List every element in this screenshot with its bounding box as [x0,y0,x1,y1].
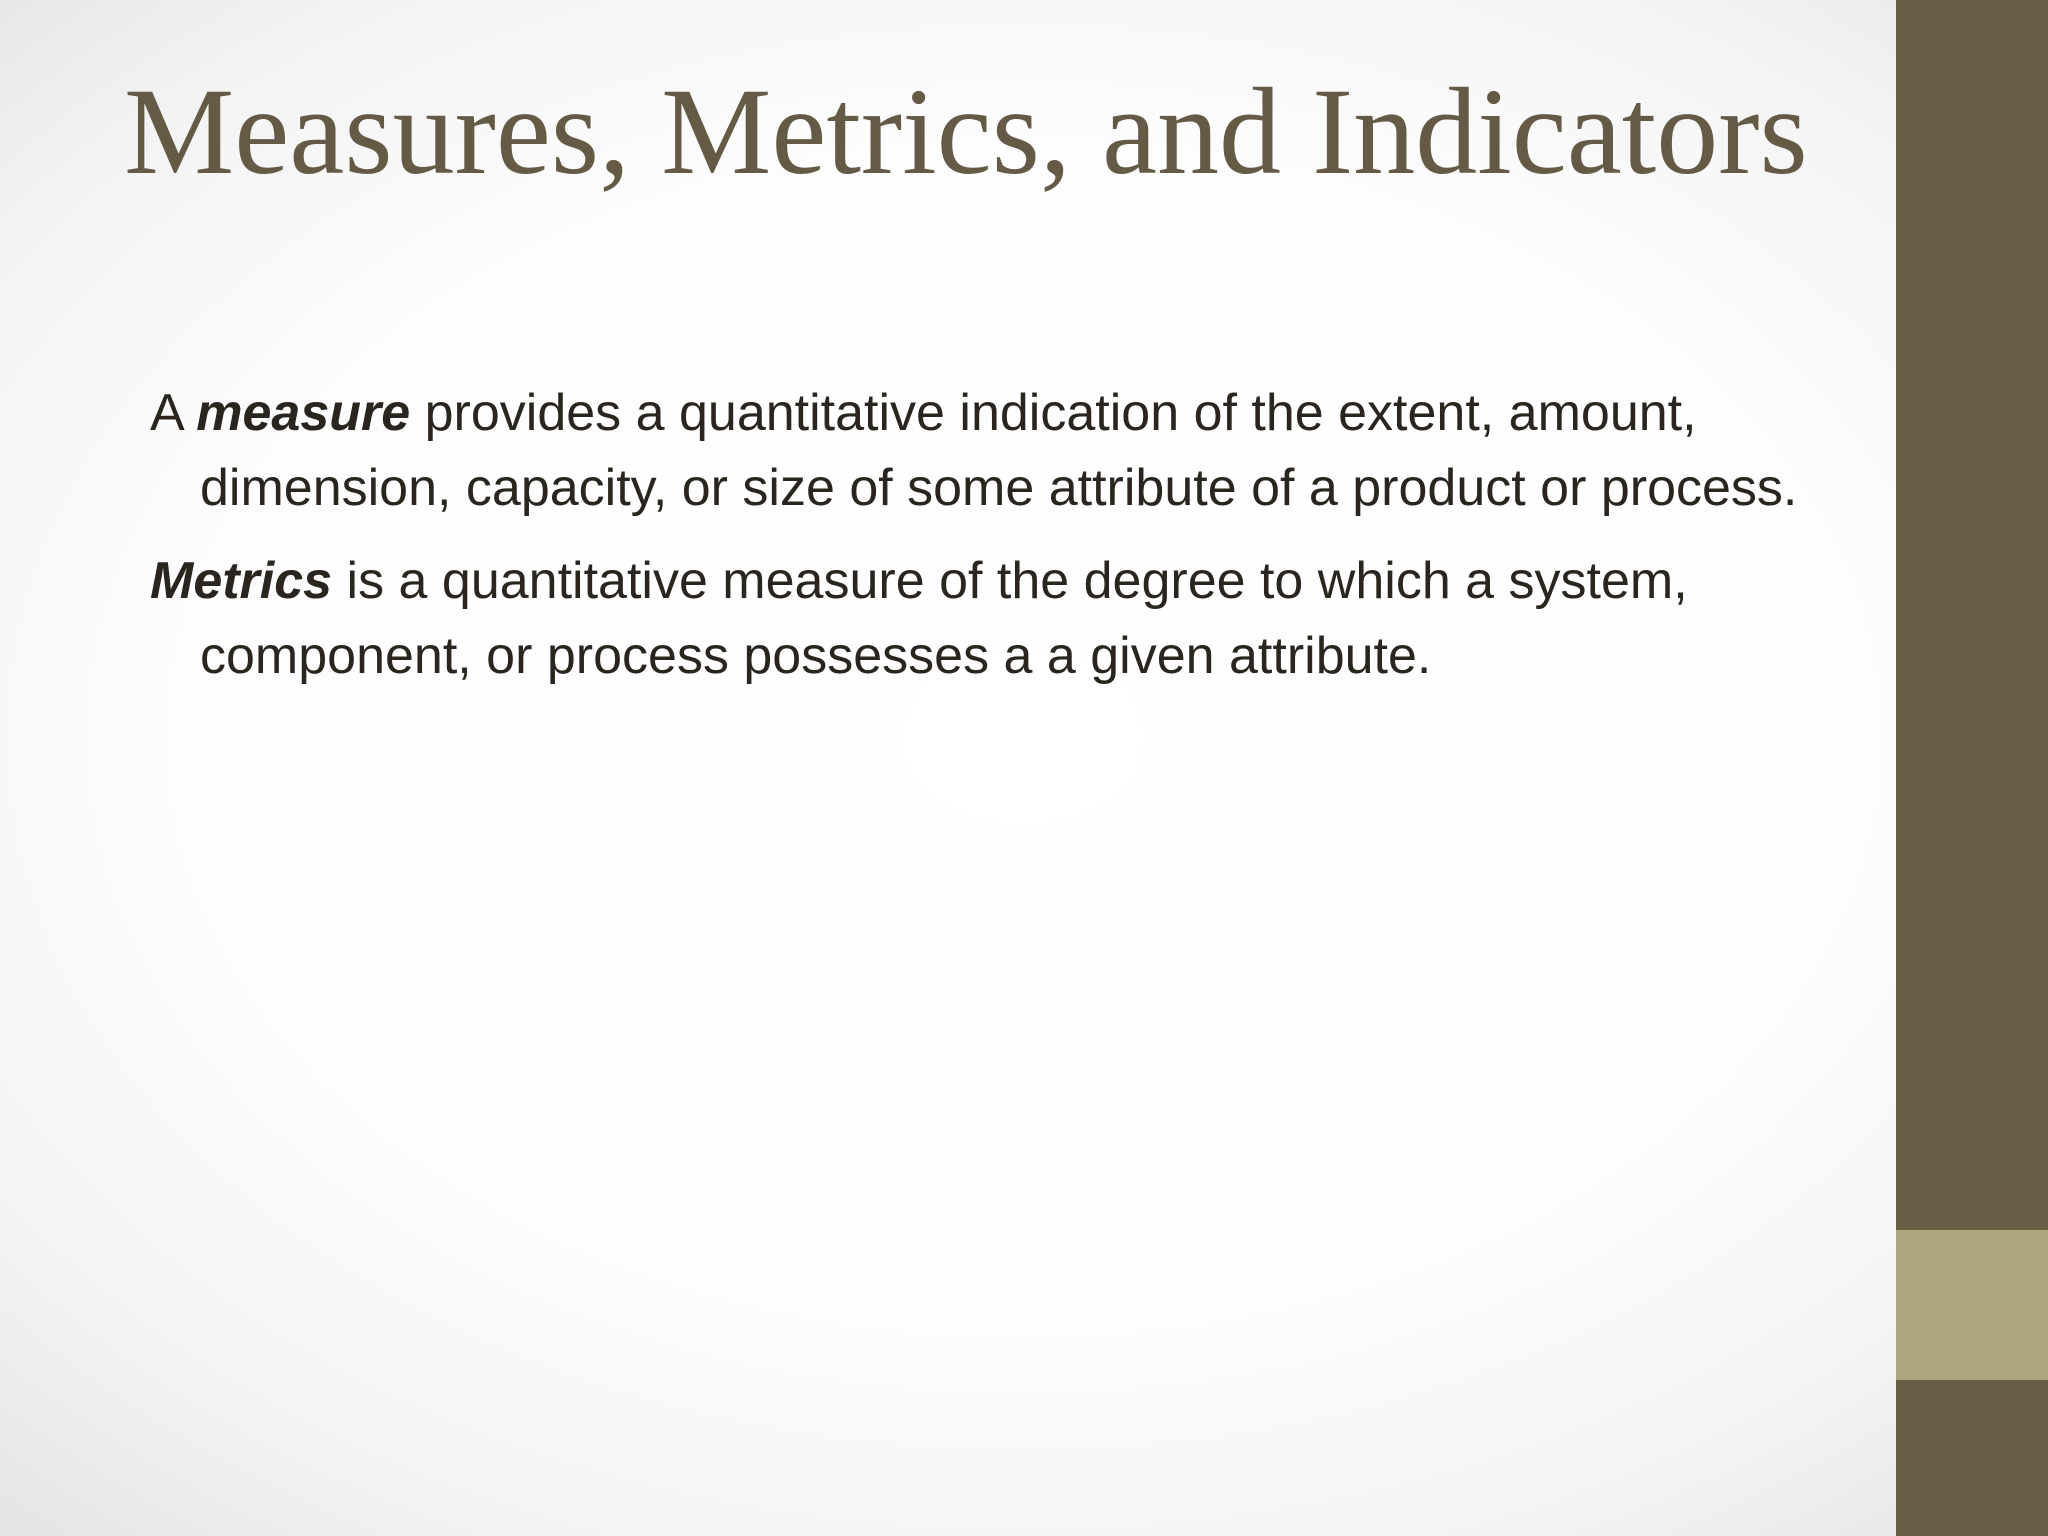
paragraph-lead: A [150,384,197,442]
paragraph-text: is a quantitative measure of the degree to which a system, component, or process possesses a a given attribute. [200,552,1688,685]
slide-title: Measures, Metrics, and Indicators [124,63,1808,200]
term-metrics: Metrics [150,552,333,610]
decorative-side-accent [1896,1230,2048,1380]
slide-body [150,376,1870,712]
definition-metrics [150,544,1870,694]
term-measure: measure [196,384,411,442]
paragraph-text: provides a quantitative indication of the extent, amount, dimension, capacity, or size of some attribute of a product or process. [200,384,1798,517]
definition-measure [150,376,1870,526]
